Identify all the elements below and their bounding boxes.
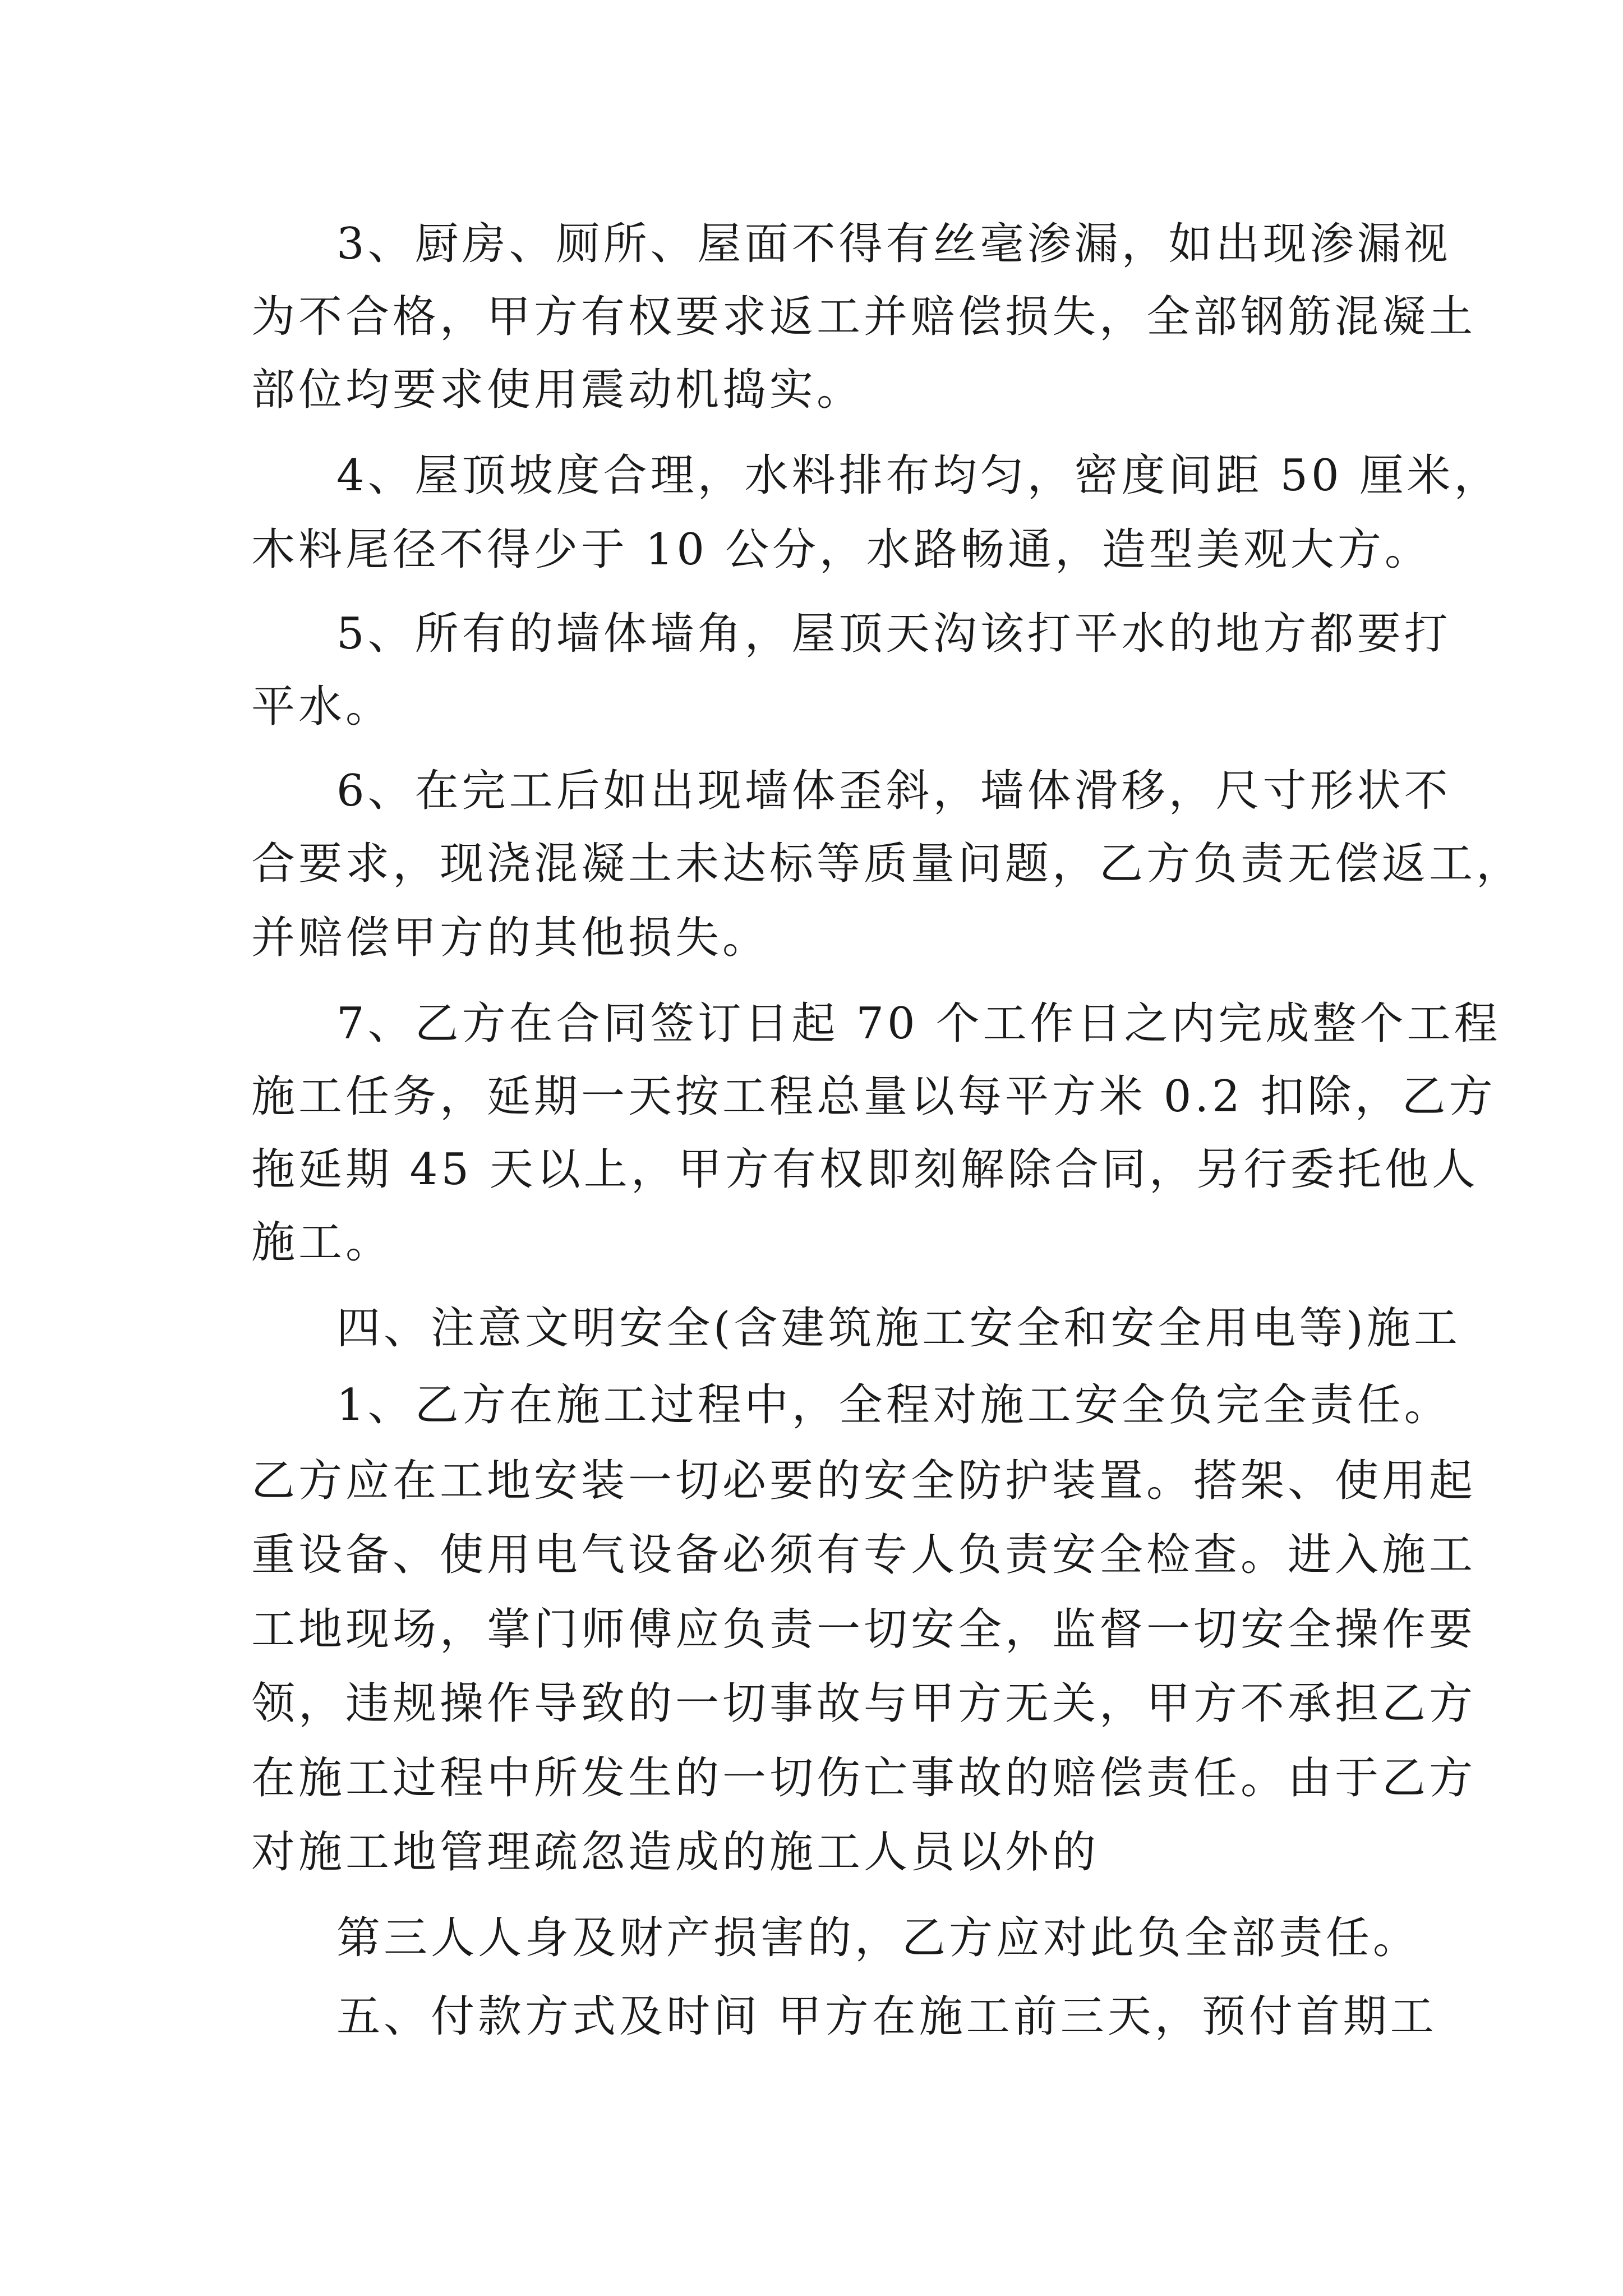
text-line: 6、在完工后如出现墙体歪斜，墙体滑移，尺寸形状不: [336, 766, 1451, 816]
text-line: 3、厨房、厕所、屋面不得有丝毫渗漏，如出现渗漏视: [336, 219, 1451, 269]
text-line: 施工任务，延期一天按工程总量以每平方米 0.2 扣除，乙方: [251, 1071, 1496, 1122]
text-line: 5、所有的墙体墙角，屋顶天沟该打平水的地方都要打: [336, 609, 1451, 659]
text-line: 拖延期 45 天以上，甲方有权即刻解除合同，另行委托他人: [251, 1144, 1479, 1195]
text-line: 平水。: [251, 682, 393, 732]
text-line: 工地现场，掌门师傅应负责一切安全，监督一切安全操作要: [251, 1604, 1477, 1655]
text-line: 7、乙方在合同签订日起 70 个工作日之内完成整个工程: [336, 999, 1501, 1049]
text-line: 在施工过程中所发生的一切伤亡事故的赔偿责任。由于乙方: [251, 1753, 1477, 1803]
text-line: 部位均要求使用震动机捣实。: [251, 365, 864, 415]
text-line: 1、乙方在施工过程中，全程对施工安全负完全责任。: [336, 1380, 1451, 1430]
text-line: 合要求，现浇混凝土未达标等质量问题，乙方负责无偿返工，: [251, 839, 1524, 889]
text-line: 领，违规操作导致的一切事故与甲方无关，甲方不承担乙方: [251, 1678, 1477, 1729]
text-line: 对施工地管理疏忽造成的施工人员以外的: [251, 1827, 1100, 1878]
section-heading: 四、注意文明安全(含建筑施工安全和安全用电等)施工: [336, 1303, 1461, 1354]
text-line: 重设备、使用电气设备必须有专人负责安全检查。进入施工: [251, 1530, 1477, 1580]
text-line: 并赔偿甲方的其他损失。: [251, 913, 770, 963]
text-line: 施工。: [251, 1217, 393, 1268]
section-heading: 五、付款方式及时间 甲方在施工前三天，预付首期工: [336, 1991, 1437, 2042]
text-line: 第三人人身及财产损害的，乙方应对此负全部责任。: [336, 1913, 1421, 1963]
text-line: 乙方应在工地安装一切必要的安全防护装置。搭架、使用起: [251, 1456, 1477, 1506]
text-line: 4、屋顶坡度合理，水料排布均匀，密度间距 50 厘米，: [336, 450, 1501, 501]
text-line: 为不合格，甲方有权要求返工并赔偿损失，全部钢筋混凝土: [251, 292, 1477, 342]
text-line: 木料尾径不得少于 10 公分，水路畅通，造型美观大方。: [251, 524, 1432, 575]
